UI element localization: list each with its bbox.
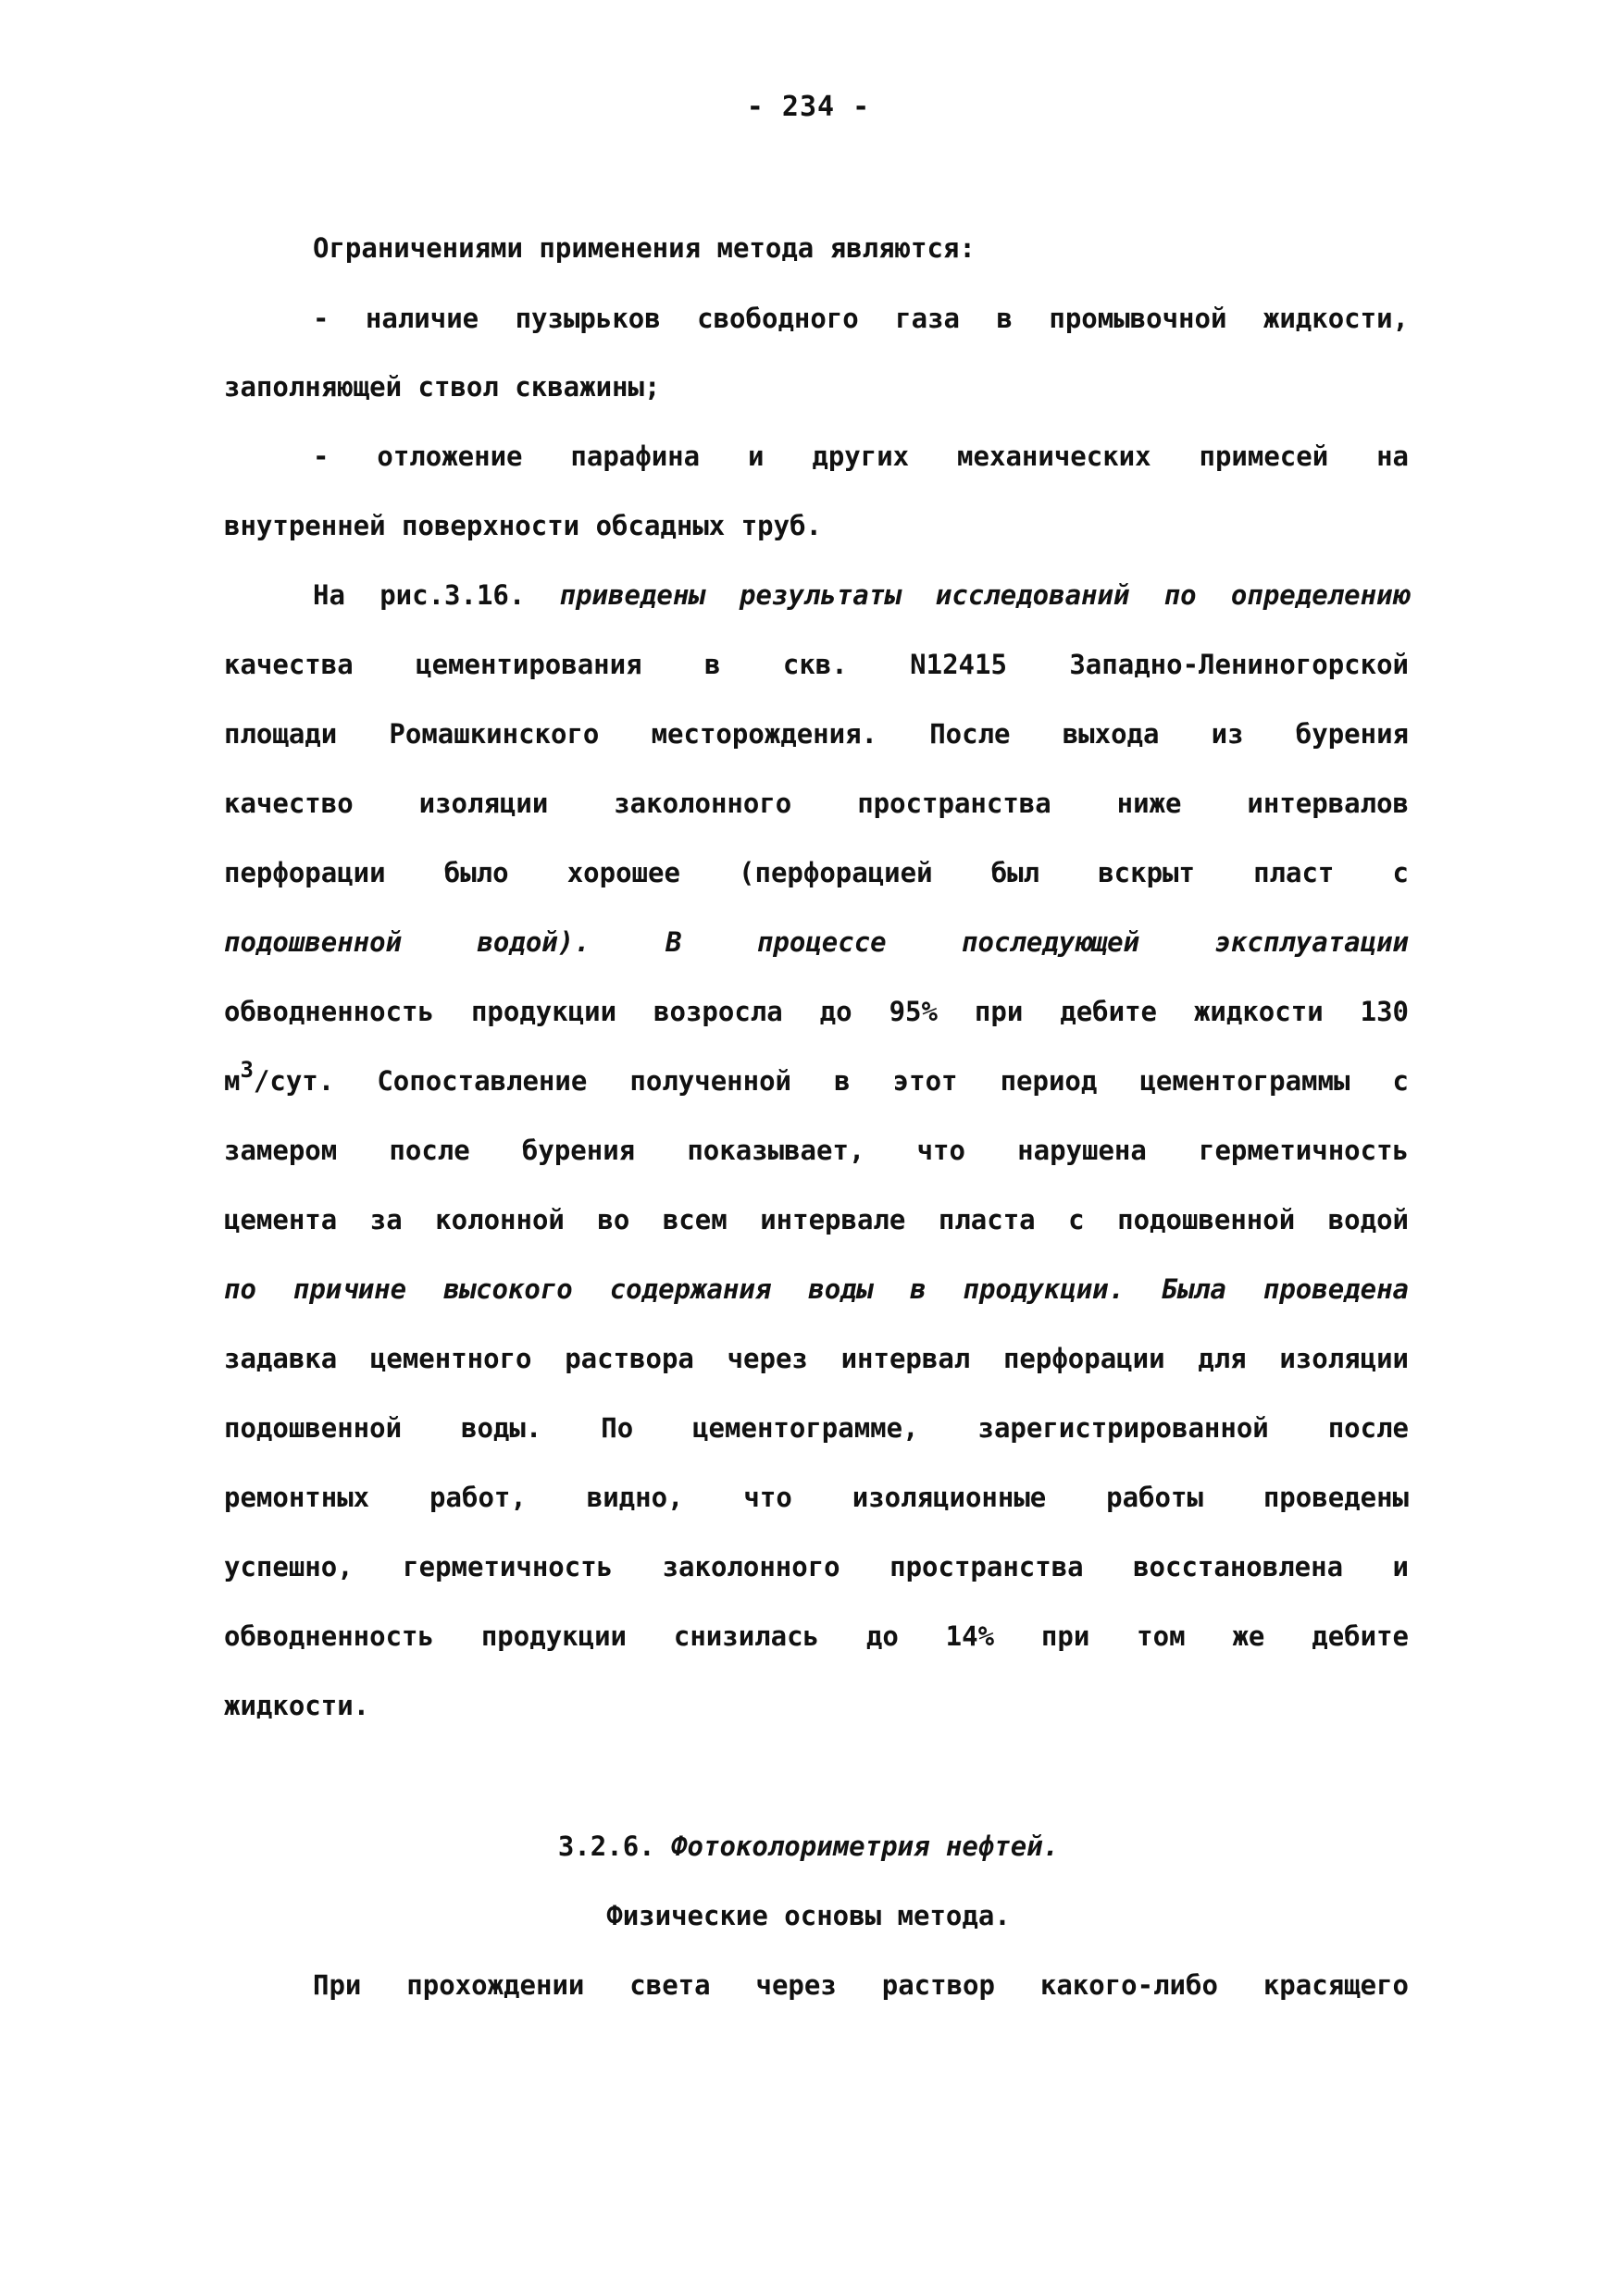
text-span: м <box>224 1065 241 1097</box>
text-line <box>313 578 1409 612</box>
text-line <box>313 440 1409 473</box>
text-span: качество изоляции заколонного пространства ниже интервалов <box>224 788 1409 819</box>
text-span: ремонтных работ, видно, что изоляционные работы проведены <box>224 1482 1409 1513</box>
text-line <box>224 925 1409 959</box>
text-line <box>224 1272 1409 1306</box>
text-span: цемента за колонной во всем интервале пласта с подошвенной водой <box>224 1204 1409 1235</box>
text-line <box>224 1620 1409 1653</box>
text-line <box>313 231 1409 265</box>
text-line <box>313 302 1409 335</box>
section-title <box>0 1830 1617 1863</box>
section-number: 3.2.6. <box>557 1831 655 1862</box>
text-span: задавка цементного раствора через интервал перфорации для изоляции <box>224 1343 1409 1374</box>
text-span: обводненность продукции возросла до 95% при дебите жидкости 130 <box>224 996 1409 1027</box>
text-line <box>224 1203 1409 1236</box>
text-span: - наличие пузырьков свободного газа в промывочной жидкости, <box>313 303 1409 334</box>
text-line <box>224 370 1409 403</box>
text-span: заполняющей ствол скважины; <box>224 371 661 403</box>
text-span: жидкости. <box>224 1690 370 1721</box>
subsection-title <box>0 1899 1617 1932</box>
text-span: Ограничениями применения метода являются: <box>313 232 976 264</box>
text-span: обводненность продукции снизилась до 14% при том же дебите <box>224 1620 1409 1652</box>
superscript: 3 <box>240 1057 254 1083</box>
text-line <box>224 856 1409 889</box>
text-line <box>224 717 1409 751</box>
text-line <box>224 787 1409 820</box>
text-span: перфорации было хорошее (перфорацией был вскрыт пласт с <box>224 857 1409 888</box>
text-line <box>224 1550 1409 1583</box>
text-span: подошвенной воды. По цементограмме, зарегистрированной после <box>224 1412 1409 1444</box>
section-heading: Фотоколориметрия нефтей. <box>671 1831 1060 1862</box>
text-line <box>224 1342 1409 1375</box>
text-span: замером после бурения показывает, что нарушена герметичность <box>224 1135 1409 1166</box>
text-span: успешно, герметичность заколонного пространства восстановлена и <box>224 1551 1409 1582</box>
text-line <box>224 509 1409 542</box>
page-number: - 234 - <box>746 91 871 123</box>
text-span-italic: по причине высокого содержания воды в продукции. Была проведена <box>224 1273 1409 1305</box>
text-span: При прохождении света через раствор какого-либо красящего <box>313 1969 1409 2001</box>
text-line <box>313 1968 1409 2002</box>
text-line <box>224 1689 1409 1722</box>
text-line <box>224 995 1409 1028</box>
text-span: внутренней поверхности обсадных труб. <box>224 510 823 541</box>
text-span-italic: приведены результаты исследований по определению <box>559 579 1409 611</box>
text-span: На рис.3.16. <box>313 579 560 611</box>
text-span: качества цементирования в скв. N12415 Западно-Лениногорской <box>224 649 1409 680</box>
subsection-heading: Физические основы метода. <box>606 1900 1011 1931</box>
text-span: площади Ромашкинского месторождения. После выхода из бурения <box>224 718 1409 750</box>
text-span: - отложение парафина и других механических примесей на <box>313 441 1409 472</box>
text-line <box>224 648 1409 681</box>
text-line <box>224 1134 1409 1167</box>
text-line <box>224 1481 1409 1514</box>
text-line <box>224 1057 1409 1098</box>
text-span: /сут. Сопоставление полученной в этот период цементограммы с <box>253 1065 1409 1097</box>
text-line <box>224 1411 1409 1445</box>
text-span-italic: подошвенной водой). В процессе последующей эксплуатации <box>224 926 1409 958</box>
